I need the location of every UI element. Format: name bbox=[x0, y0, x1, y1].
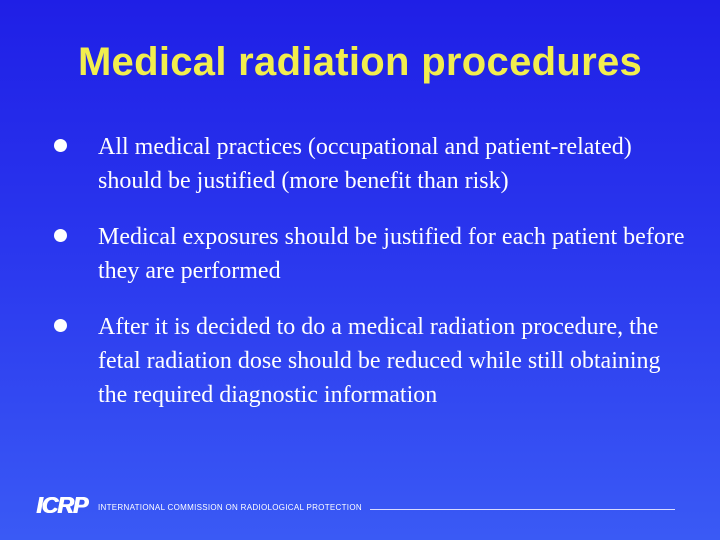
bullet-dot-icon bbox=[54, 319, 67, 332]
bullet-text: After it is decided to do a medical radiation procedure, the fetal radiation dose should be reduced while still obtaining the required diagnostic information bbox=[98, 314, 661, 408]
bullet-item bbox=[52, 220, 692, 288]
bullet-text: All medical practices (occupational and patient-related) should be justified (more benefit than risk) bbox=[98, 134, 632, 194]
bullet-dot-icon bbox=[54, 229, 67, 242]
icrp-logo: ICRP bbox=[36, 492, 87, 518]
slide-title: Medical radiation procedures bbox=[77, 40, 643, 84]
footer-divider bbox=[370, 509, 675, 510]
bullet-dot-icon bbox=[54, 139, 67, 152]
organization-name: INTERNATIONAL COMMISSION ON RADIOLOGICAL PROTECTION bbox=[98, 503, 362, 512]
bullet-list bbox=[52, 130, 692, 412]
bullet-item bbox=[52, 130, 692, 198]
bullet-item bbox=[52, 310, 692, 412]
bullet-text: Medical exposures should be justified for each patient before they are performed bbox=[98, 224, 685, 284]
footer bbox=[36, 494, 681, 516]
